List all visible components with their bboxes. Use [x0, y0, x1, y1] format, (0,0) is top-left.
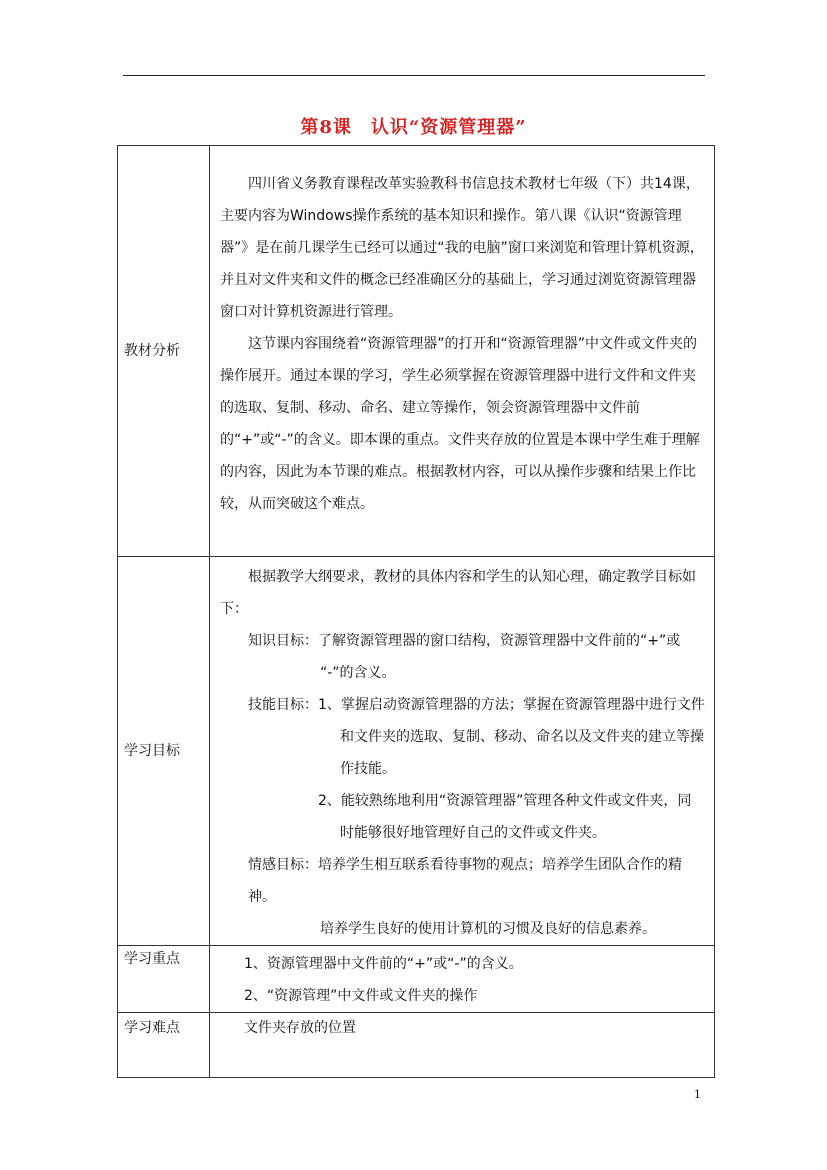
goals-label: 学习目标: [124, 743, 180, 759]
lesson-title: 第8课 认识“资源管理器”: [300, 117, 527, 138]
analysis-paragraph-2: 这节课内容围绕着“资源管理器”的打开和“资源管理器”中文件或文件夹的操作展开。通过本课的学习，学生必须掌握在资源管理器中进行文件和文件夹的选取、复制、移动、命名、建立等操作，领会资源管理器中文件前的“+”或“-”的含义。即本课的重点。文件夹存放的位置是本课中学生难于理解的内容，因此为本节课的难点。根据教材内容，可以从操作步骤和结果上作比较，从而突破这个难点。: [220, 336, 700, 512]
lesson-plan-table: [117, 145, 715, 1078]
key-points-label: 学习重点: [124, 951, 180, 967]
row-label-goals: [118, 557, 210, 946]
emotion-goal-line-1: 情感目标：培养学生相互联系看待事物的观点；培养学生团队合作的精神。: [248, 857, 682, 905]
knowledge-goal-line-1: 知识目标：了解资源管理器的窗口结构，资源管理器中文件前的“+”或: [248, 633, 681, 649]
difficulty-text: 文件夹存放的位置: [244, 1020, 356, 1036]
header-rule: [123, 75, 705, 76]
row-label-analysis: [118, 146, 210, 557]
page-number: 1: [694, 1088, 701, 1101]
row-label-key-points: [118, 946, 210, 1013]
goals-content: [210, 557, 715, 946]
skill-goal-2-line-1: 2、能较熟练地利用“资源管理器”管理各种文件或文件夹，同: [318, 793, 692, 809]
skill-goal-1-line-2: 和文件夹的选取、复制、移动、命名以及文件夹的建立等操: [340, 729, 704, 745]
skill-goal-1-line-3: 作技能。: [340, 761, 396, 777]
key-point-2: 2、“资源管理”中文件或文件夹的操作: [244, 988, 478, 1004]
difficulty-label: 学习难点: [124, 1020, 180, 1036]
difficulty-content: [210, 1013, 715, 1078]
row-label-difficulty: [118, 1013, 210, 1078]
table-row-goals: [118, 557, 715, 946]
analysis-paragraph-1: 四川省义务教育课程改革实验教科书信息技术教材七年级（下）共14课，主要内容为Windows操作系统的基本知识和操作。第八课《认识“资源管理器”》是在前几课学生已经可以通过“我的电脑”窗口来浏览和管理计算机资源，并且对文件夹和文件的概念已经准确区分的基础上，学习通过浏览资源管理器窗口对计算机资源进行管理。: [220, 176, 704, 320]
analysis-label: 教材分析: [124, 343, 180, 359]
analysis-content: [210, 146, 715, 557]
knowledge-goal-line-2: “-”的含义。: [320, 665, 396, 681]
emotion-goal-line-2: 培养学生良好的使用计算机的习惯及良好的信息素养。: [320, 921, 656, 937]
key-point-1: 1、资源管理器中文件前的“+”或“-”的含义。: [244, 956, 523, 972]
goals-intro: 根据教学大纲要求，教材的具体内容和学生的认知心理，确定教学目标如下：: [220, 569, 696, 617]
skill-goal-2-line-2: 时能够很好地管理好自己的文件或文件夹。: [340, 825, 606, 841]
table-row-difficulty: [118, 1013, 715, 1078]
skill-goal-1-line-1: 技能目标：1、掌握启动资源管理器的方法；掌握在资源管理器中进行文件: [248, 697, 705, 713]
table-row-analysis: [118, 146, 715, 557]
key-points-content: [210, 946, 715, 1013]
table-row-key-points: [118, 946, 715, 1013]
